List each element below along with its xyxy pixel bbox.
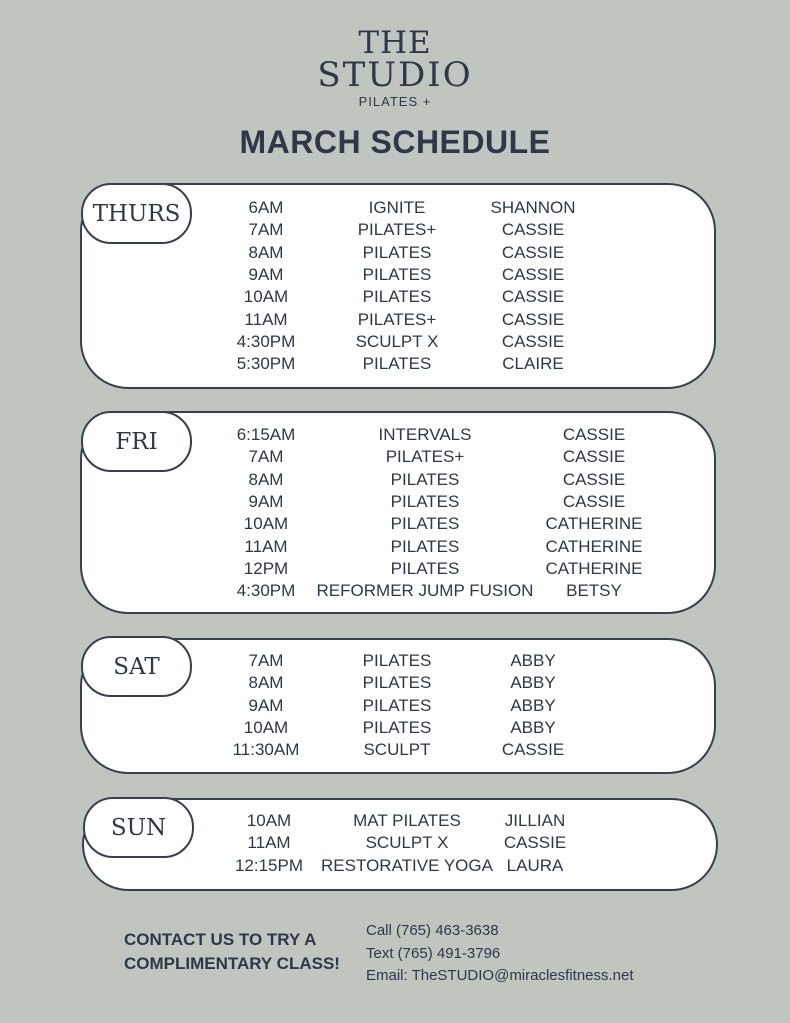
day-label-saturday: SAT <box>81 636 192 697</box>
class-instructor: CASSIE <box>501 331 565 351</box>
class-row <box>0 197 790 219</box>
class-instructor: CASSIE <box>501 220 565 240</box>
class-time: 11AM <box>244 309 288 329</box>
class-name: PILATES <box>390 469 460 489</box>
class-name: PILATES <box>362 354 432 374</box>
class-name: SCULPT X <box>365 833 449 853</box>
class-instructor: CLAIRE <box>502 354 564 374</box>
class-instructor: CASSIE <box>562 425 626 444</box>
contact-details <box>366 920 634 988</box>
class-time: 4:30PM <box>236 331 296 351</box>
class-instructor: JILLIAN <box>504 811 566 830</box>
class-row <box>0 650 790 672</box>
day-label-friday: FRI <box>81 411 192 472</box>
logo-line-the: THE <box>358 25 432 61</box>
contact-text[interactable]: Text (765) 491-3796 <box>366 944 501 962</box>
class-row <box>0 242 790 264</box>
class-name: PILATES <box>362 673 432 693</box>
class-name: IGNITE <box>368 198 426 217</box>
class-name: PILATES <box>390 514 460 534</box>
class-time: 12PM <box>243 558 289 578</box>
class-name: PILATES <box>362 287 432 307</box>
class-name: PILATES <box>362 695 432 715</box>
class-row <box>0 353 790 375</box>
class-instructor: CASSIE <box>501 740 565 760</box>
class-row <box>0 695 790 717</box>
class-time: 4:30PM <box>236 581 296 601</box>
class-row <box>0 810 790 832</box>
class-instructor: CASSIE <box>501 309 565 329</box>
class-row <box>0 491 790 513</box>
day-label-sunday: SUN <box>83 797 194 858</box>
class-time: 8AM <box>248 673 284 693</box>
class-row <box>0 580 790 602</box>
class-name: PILATES <box>390 491 460 511</box>
contact-heading <box>124 928 340 976</box>
class-time: 8AM <box>248 242 284 262</box>
class-instructor: CATHERINE <box>545 514 643 534</box>
class-name: PILATES <box>362 651 432 670</box>
class-name: PILATES <box>390 536 460 556</box>
class-instructor: CATHERINE <box>545 536 643 556</box>
contact-email[interactable]: Email: TheSTUDIO@miraclesfitness.net <box>366 967 634 984</box>
class-name: MAT PILATES <box>353 811 461 830</box>
class-time: 7AM <box>248 447 284 467</box>
class-time: 9AM <box>248 264 284 284</box>
class-name: PILATES <box>362 242 432 262</box>
class-time: 9AM <box>248 491 284 511</box>
class-time: 10AM <box>243 717 289 737</box>
class-row <box>0 264 790 286</box>
class-row <box>0 832 790 854</box>
class-row <box>0 672 790 694</box>
class-time: 11:30AM <box>232 740 300 760</box>
class-name: PILATES+ <box>357 309 437 329</box>
class-row <box>0 717 790 739</box>
page-title: MARCH SCHEDULE <box>239 124 551 160</box>
class-row <box>0 331 790 353</box>
class-name: SCULPT X <box>355 331 439 351</box>
class-name: PILATES+ <box>385 447 465 467</box>
class-time: 10AM <box>243 287 289 307</box>
class-instructor: CASSIE <box>562 447 626 467</box>
class-time: 10AM <box>246 811 292 830</box>
class-instructor: BETSY <box>566 581 622 601</box>
class-instructor: ABBY <box>510 651 556 670</box>
logo-line-pilates: PILATES + <box>358 94 432 109</box>
class-row <box>0 446 790 468</box>
class-row <box>0 558 790 580</box>
contact-heading-line2: COMPLIMENTARY CLASS! <box>124 954 340 973</box>
class-row <box>0 309 790 331</box>
class-instructor: CASSIE <box>501 264 565 284</box>
class-instructor: CASSIE <box>562 491 626 511</box>
class-row <box>0 286 790 308</box>
class-time: 9AM <box>248 695 284 715</box>
class-row <box>0 536 790 558</box>
logo-line-studio: STUDIO <box>317 55 473 95</box>
class-row <box>0 424 790 446</box>
class-time: 6AM <box>248 198 284 217</box>
class-row <box>0 513 790 535</box>
class-name: PILATES <box>390 558 460 578</box>
class-instructor: ABBY <box>510 695 556 715</box>
class-row <box>0 855 790 877</box>
class-instructor: ABBY <box>510 673 556 693</box>
day-label-thursday: THURS <box>81 183 192 244</box>
class-instructor: ABBY <box>510 717 556 737</box>
class-row <box>0 469 790 491</box>
class-time: 6:15AM <box>236 425 296 444</box>
class-name: INTERVALS <box>378 425 472 444</box>
contact-phone[interactable]: Call (765) 463-3638 <box>366 922 499 939</box>
class-name: PILATES <box>362 264 432 284</box>
class-instructor: CASSIE <box>562 469 626 489</box>
studio-logo <box>0 25 790 109</box>
class-row <box>0 219 790 241</box>
class-time: 11AM <box>244 536 288 556</box>
class-time: 7AM <box>248 220 284 240</box>
class-instructor: CASSIE <box>501 242 565 262</box>
class-name: SCULPT <box>363 740 431 760</box>
class-instructor: CASSIE <box>501 287 565 307</box>
class-instructor: LAURA <box>506 855 564 875</box>
class-time: 5:30PM <box>236 354 296 374</box>
class-row <box>0 739 790 761</box>
class-name: PILATES <box>362 717 432 737</box>
contact-heading-line1: CONTACT US TO TRY A <box>124 930 317 949</box>
class-name: REFORMER JUMP FUSION <box>316 581 534 601</box>
class-time: 12:15PM <box>234 855 304 875</box>
class-instructor: CATHERINE <box>545 558 643 578</box>
class-instructor: SHANNON <box>490 198 576 217</box>
class-time: 11AM <box>247 833 291 853</box>
class-time: 7AM <box>248 651 284 670</box>
class-name: RESTORATIVE YOGA <box>321 855 493 875</box>
class-time: 10AM <box>243 514 289 534</box>
class-name: PILATES+ <box>357 220 437 240</box>
class-time: 8AM <box>248 469 284 489</box>
class-instructor: CASSIE <box>503 833 567 853</box>
